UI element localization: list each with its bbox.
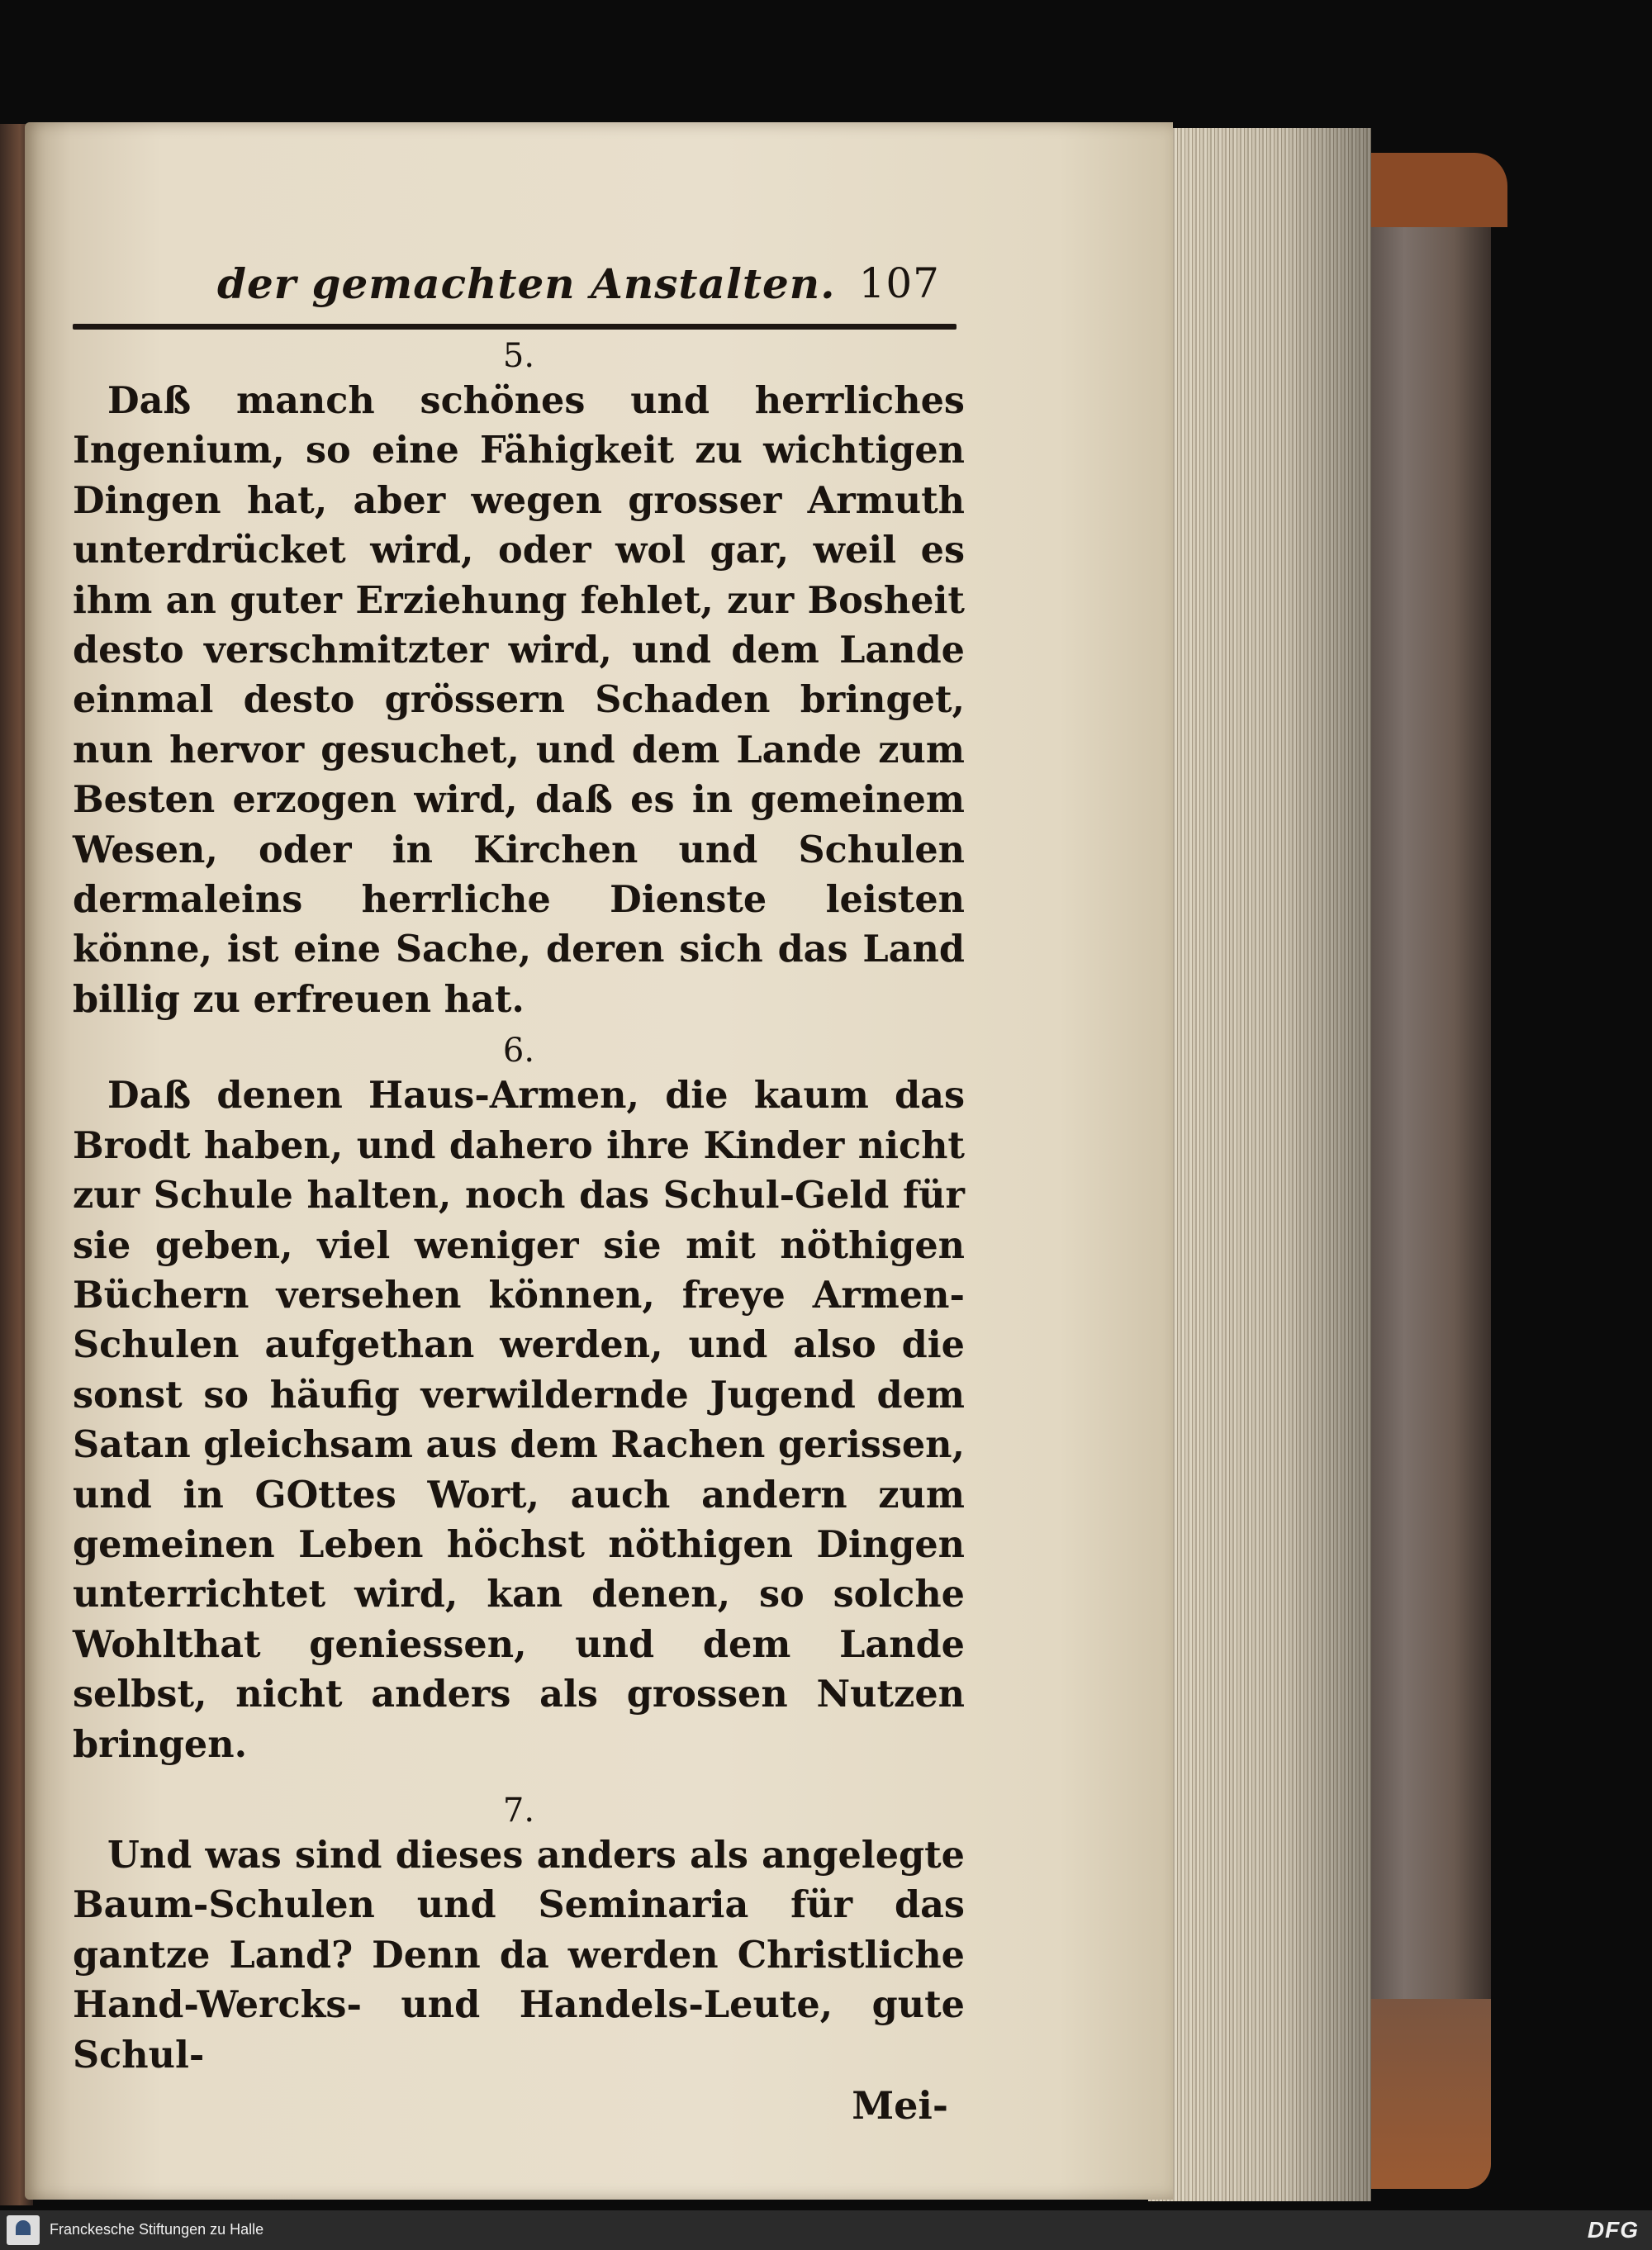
institution-logo-icon[interactable] — [7, 2215, 40, 2245]
section-5 — [73, 336, 965, 1024]
section-paragraph: Und was sind dieses anders als angelegte Baum-Schulen und Seminaria für das gantze Land? Denn da werden Christliche Hand-Wercks- und Handels-Leute, gute Schul- — [73, 1833, 965, 2077]
catchword: Mei- — [852, 2083, 948, 2128]
section-6 — [73, 1031, 965, 1769]
section-number: 6. — [502, 1032, 535, 1070]
institution-name: Franckesche Stiftungen zu Halle — [50, 2221, 264, 2238]
page-text-block — [73, 248, 965, 2128]
running-head-title: der gemachten Anstalten. — [217, 259, 836, 308]
page-number: 107 — [858, 259, 940, 307]
running-head — [73, 248, 965, 322]
section-number: 5. — [502, 337, 535, 375]
section-number: 7. — [502, 1791, 535, 1830]
dfg-logo[interactable]: DFG — [1587, 2217, 1639, 2243]
section-paragraph: Daß manch schönes und herrliches Ingenium, so eine Fähigkeit zu wichtigen Dingen hat, aber wegen grosser Armuth unterdrücket wird, oder wol gar, weil es ihm an guter Erziehung fehlet, zur Bosheit desto verschmitzter wird, und dem Lande einmal desto grössern Schaden bringet, nun hervor gesuchet, und dem Lande zum Besten erzogen wird, daß es in gemeinem Wesen, oder in Kirchen und Schulen dermaleins herrliche Dienste leisten könne, ist eine Sache, deren sich das Land billig zu erfreuen hat. — [73, 379, 965, 1021]
section-paragraph: Daß denen Haus-Armen, die kaum das Brodt haben, und dahero ihre Kinder nicht zur Schule halten, noch das Schul-Geld für sie geben, viel weniger sie mit nöthigen Büchern versehen können, freye Armen-Schulen aufgethan werden, und also die sonst so häufig verwildernde Jugend dem Satan gleichsam aus dem Rachen gerissen, und in GOttes Wort, auch andern zum gemeinen Leben höchst nöthigen Dingen unterrichtet wird, kan denen, so solche Wohlthat geniessen, und dem Lande selbst, nicht anders als grossen Nutzen bringen. — [73, 1074, 965, 1766]
page-edges — [1148, 128, 1371, 2201]
viewer-footer — [0, 2210, 1652, 2250]
book-corner-bottom — [1371, 1999, 1491, 2189]
book-corner-top — [1371, 153, 1507, 227]
book-cover-right — [1367, 153, 1491, 2185]
header-rule — [73, 324, 957, 330]
section-7 — [73, 1791, 965, 2080]
